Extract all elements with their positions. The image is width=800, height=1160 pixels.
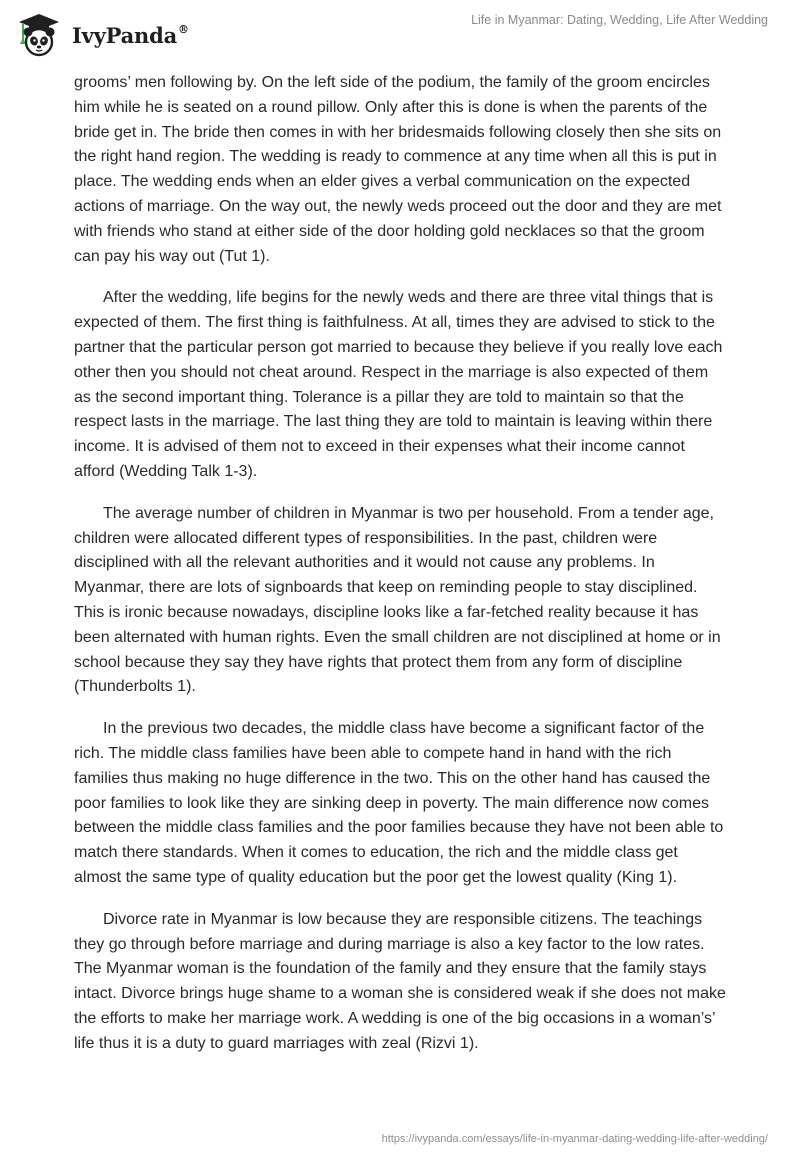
paragraph-5: Divorce rate in Myanmar is low because they are responsible citizens. The teachings they go through before marriage and during marriage is also a key factor to the low rates. The Myanmar woman is the foundation of the family and they ensure that the family stays intact. Divorce brings huge shame to a woman she is considered weak if she does not make the efforts to make her marriage work. A wedding is one of the big occasions in a woman’s’ life thus it is a duty to guard marriages with zeal (Rizvi 1).: [74, 910, 726, 1052]
page-header: [0, 0, 800, 72]
paragraph-4: In the previous two decades, the middle class have become a significant factor of the rich. The middle class families have been able to compete hand in hand with the rich families thus making no huge difference in the two. This on the other hand has caused the poor families to look like they are sinking deep in poverty. The main difference now comes between the middle class families and the poor families because they have not been able to match there standards. When it comes to education, the rich and the middle class get almost the same type of quality education but the poor get the lowest quality (King 1).: [74, 720, 724, 886]
paragraph-1: grooms’ men following by. On the left side of the podium, the family of the groom encircles him while he is seated on a round pillow. Only after this is done is when the parents of the bride get in. The bride then comes in with her bridesmaids following closely then she sits on the right hand region. The wedding is ready to commence at any time when all this is put in place. The wedding ends when an elder gives a verbal communication on the expected actions of marriage. On the way out, the newly weds proceed out the door and they are met with friends who stand at either side of the door holding gold necklaces so that the groom can pay his way out (Tut 1).: [74, 74, 722, 265]
document-title: Life in Myanmar: Dating, Wedding, Life After Wedding: [471, 13, 768, 27]
paragraph-3: The average number of children in Myanmar is two per household. From a tender age, children were allocated different types of responsibilities. In the past, children were disciplined with all the relevant authorities and it would not cause any problems. In Myanmar, there are lots of signboards that keep on reminding people to stay disciplined. This is ironic because nowadays, discipline looks like a far-fetched reality because it has been alternated with human rights. Even the small children are not disciplined at home or in school because they say they have rights that protect them from any form of discipline (Thunderbolts 1).: [74, 504, 721, 696]
article-body: [74, 71, 728, 1073]
brand-name: IvyPanda®: [72, 22, 189, 48]
panda-graduation-cap-logo-icon: [14, 10, 64, 60]
registered-mark: ®: [178, 22, 189, 36]
ivypanda-logo[interactable]: [14, 10, 189, 60]
paragraph-2: After the wedding, life begins for the newly weds and there are three vital things that is expected of them. The first thing is faithfulness. At all, times they are advised to stick to the partner that the particular person got married to because they believe if you really love each other then you should not cheat around. Respect in the marriage is also expected of them as the second important thing. Tolerance is a pillar they are told to maintain so that the respect lasts in the marriage. The last thing they are told to maintain is leaving within there income. It is advised of them not to exceed in their expenses what their income cannot afford (Wedding Talk 1-3).: [74, 289, 723, 480]
source-url-link[interactable]: https://ivypanda.com/essays/life-in-myanmar-dating-wedding-life-after-wedding/: [381, 1133, 768, 1145]
